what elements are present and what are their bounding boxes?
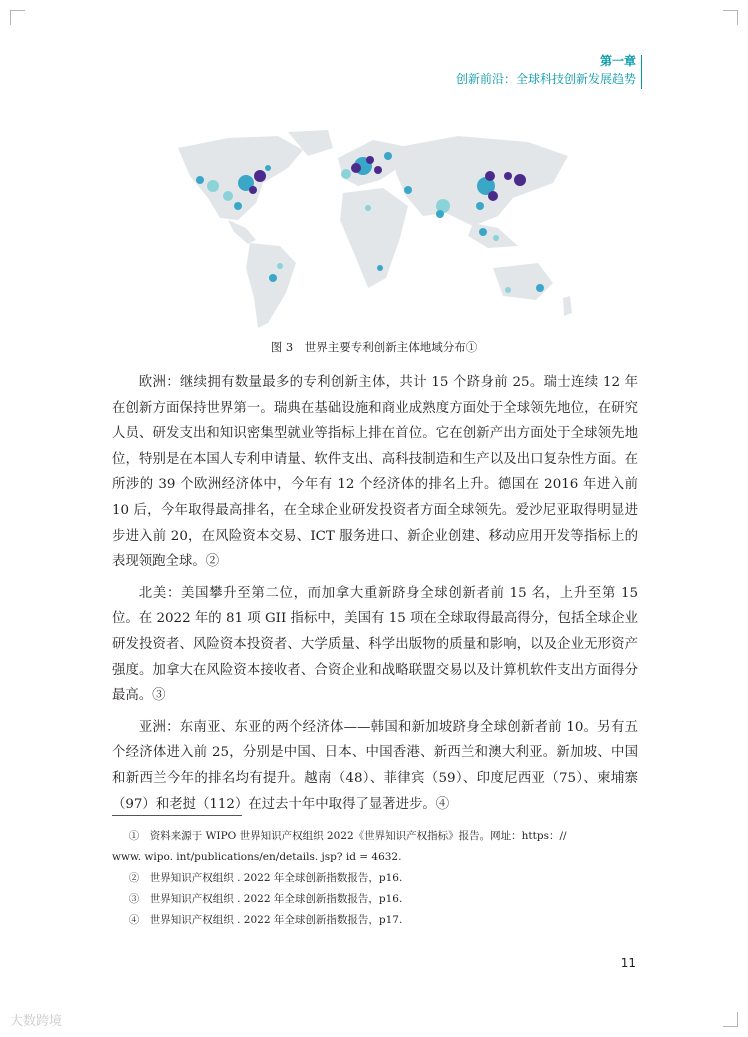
- cluster-south-asia: [436, 199, 450, 218]
- footnote-text: 资料来源于 WIPO 世界知识产权组织 2022《世界知识产权指标》报告。网址：https：//: [149, 830, 567, 842]
- footnote-mark: ②: [128, 872, 140, 884]
- footnote-2: [112, 868, 638, 889]
- footnote-1: [112, 826, 638, 847]
- page-number: 11: [620, 956, 636, 970]
- footnote-3: [112, 889, 638, 910]
- paragraph-text: 东南亚、东亚的两个经济体——韩国和新加坡跻身全球创新者前 10。另有五个经济体进入前 25，分别是中国、日本、中国香港、新西兰和澳大利亚。新加坡、中国和新西兰今年的排名均有提升。越南（48）、菲律宾（59）、印度尼西亚（75）、柬埔寨（97）和老挝（112）在过去十年中取得了显著进步。④: [112, 719, 639, 812]
- paragraph-text: 美国攀升至第二位，而加拿大重新跻身全球创新者前 15 名，上升至第 15 位。在 2022 年的 81 项 GII 指标中，美国有 15 项在全球取得最高得分，包括全球企业研发投资者、风险资本投资者、大学质量、科学出版物的质量和影响，以及企业无形资产强度。加拿大在风险资本接收者、合资企业和战略联盟交易以及计算机软件支出方面得分最高。③: [112, 585, 638, 704]
- body-text: [112, 370, 638, 817]
- paragraph-asia: [112, 715, 638, 817]
- footnote-mark: ①: [128, 830, 140, 842]
- footnote-mark: ④: [128, 914, 140, 926]
- paragraph-lead: 亚洲：: [138, 719, 180, 735]
- world-patent-map: [168, 128, 588, 338]
- paragraph-text: 继续拥有数量最多的专利创新主体，共计 15 个跻身前 25。瑞士连续 12 年在创新方面保持世界第一。瑞典在基础设施和商业成熟度方面处于全球领先地位，在研究人员、研发支出和知识密集型就业等指标上排在首位。它在创新产出方面处于全球领先地位，特别是在本国人专利申请量、软件支出、高科技制造和生产以及出口复杂性方面。在所涉的 39 个欧洲经济体中，今年有 12 个经济体的排名上升。德国在 2016 年进入前 10 后，今年取得最高排名，在全球企业研发投资者方面全球领先。爱沙尼亚取得明显进步进入前 20，在风险资本交易、ICT 服务进口、新企业创建、移动应用开发等指标上的表现领跑全球。②: [112, 375, 639, 570]
- southeast-asia-shape: [468, 223, 518, 248]
- watermark: 大数跨境: [10, 1014, 63, 1029]
- paragraph-lead: 北美：: [138, 585, 182, 601]
- footnote-text: 世界知识产权组织 . 2022 年全球创新指数报告，p16.: [149, 893, 403, 905]
- crop-mark-bottom-right: [723, 1012, 738, 1027]
- crop-mark-top-left: [10, 10, 25, 25]
- central-america-shape: [228, 220, 256, 244]
- footnote-4: [112, 910, 638, 931]
- footnote-mark: ③: [128, 893, 140, 905]
- running-header: [456, 52, 636, 88]
- crop-mark-top-right: [723, 10, 738, 25]
- australia-shape: [493, 263, 553, 300]
- continents: [178, 130, 572, 328]
- header-divider: [641, 55, 642, 89]
- new-zealand-shape: [563, 296, 572, 316]
- paragraph-lead: 欧洲：: [138, 375, 180, 390]
- footnote-text: 世界知识产权组织 . 2022 年全球创新指数报告，p16.: [149, 872, 403, 884]
- south-america-shape: [246, 243, 296, 328]
- chapter-subtitle: 创新前沿：全球科技创新发展趋势: [455, 72, 636, 86]
- footnote-text: 世界知识产权组织 . 2022 年全球创新指数报告，p17.: [149, 914, 403, 926]
- footnotes: [112, 826, 638, 931]
- figure-caption: 图 3 世界主要专利创新主体地域分布①: [270, 340, 478, 354]
- paragraph-north-america: [112, 581, 638, 709]
- footnote-1-continued: www. wipo. int/publications/en/details. jsp? id = 4632.: [112, 851, 402, 863]
- chapter-label: 第一章: [599, 54, 636, 68]
- paragraph-europe: [112, 370, 638, 575]
- footnote-separator: [112, 815, 242, 816]
- africa-shape: [340, 188, 408, 288]
